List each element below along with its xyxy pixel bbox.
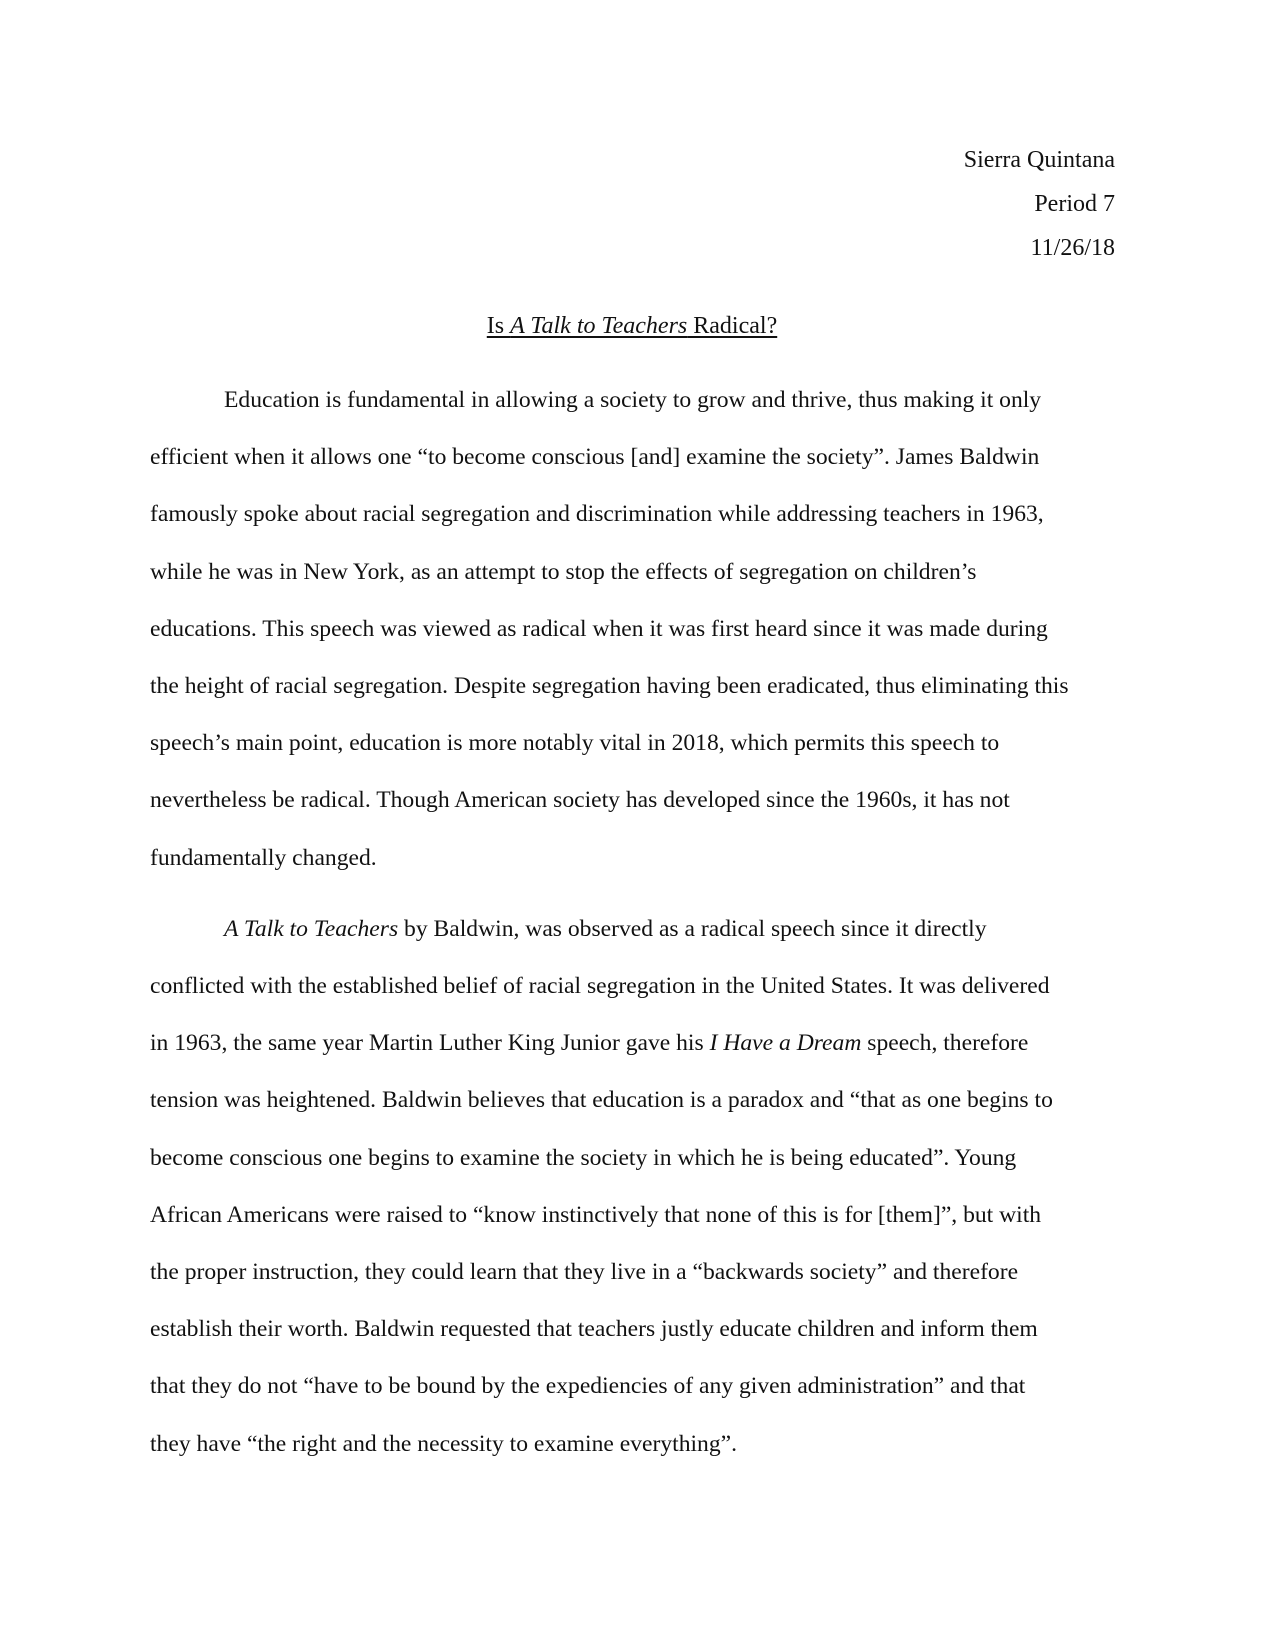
paragraph-line: famously spoke about racial segregation and discrimination while addressing teachers in 1963, (150, 501, 1044, 528)
italic-work-title: A Talk to Teachers (224, 915, 399, 942)
class-period: Period 7 (1034, 191, 1115, 217)
line-text: in 1963, the same year Martin Luther King Junior gave his (150, 1030, 710, 1057)
paragraph-2 (150, 901, 1112, 1473)
paragraph-line: the height of racial segregation. Despite segregation having been eradicated, thus eliminating this (150, 673, 1069, 700)
paragraph-line: efficient when it allows one “to become conscious [and] examine the society”. James Baldwin (150, 444, 1040, 471)
paragraph-line: that they do not “have to be bound by the expediencies of any given administration” and that (150, 1373, 1026, 1400)
essay-title (150, 304, 1114, 348)
author-name: Sierra Quintana (963, 147, 1115, 173)
paragraph-line: the proper instruction, they could learn that they live in a “backwards society” and therefore (150, 1259, 1019, 1286)
paragraph-1 (150, 372, 1112, 887)
paragraph-line: establish their worth. Baldwin requested that teachers justly educate children and inform them (150, 1316, 1038, 1343)
paragraph-line: become conscious one begins to examine the society in which he is being educated”. Young (150, 1144, 1017, 1171)
line-text: speech, therefore (861, 1030, 1029, 1057)
paragraph-line (150, 1015, 1112, 1072)
paragraph-line: educations. This speech was viewed as radical when it was first heard since it was made during (150, 615, 1048, 642)
paragraph-line: while he was in New York, as an attempt to stop the effects of segregation on children’s (150, 558, 977, 585)
line-text: by Baldwin, was observed as a radical speech since it directly (398, 915, 987, 942)
header-block (964, 138, 1115, 270)
paragraph-line: African Americans were raised to “know instinctively that none of this is for [them]”, but with (150, 1201, 1042, 1228)
paragraph-line: nevertheless be radical. Though American society has developed since the 1960s, it has not (150, 787, 1010, 814)
paragraph-line: conflicted with the established belief of racial segregation in the United States. It was delivered (150, 973, 1050, 1000)
essay-body (150, 372, 1112, 1487)
paragraph-line: speech’s main point, education is more notably vital in 2018, which permits this speech to (150, 730, 1000, 757)
paragraph-line: fundamentally changed. (150, 844, 377, 871)
title-italic-work: A Talk to Teachers (510, 313, 688, 339)
italic-speech-title: I Have a Dream (709, 1030, 862, 1057)
paragraph-line (150, 901, 1112, 958)
paragraph-line: Education is fundamental in allowing a society to grow and thrive, thus making it only (224, 387, 1042, 413)
paragraph-line: they have “the right and the necessity to examine everything”. (150, 1430, 738, 1457)
document-date: 11/26/18 (1030, 235, 1115, 261)
title-suffix: Radical? (687, 313, 778, 339)
title-prefix: Is (486, 313, 511, 339)
paragraph-line: tension was heightened. Baldwin believes that education is a paradox and “that as one begins to (150, 1087, 1053, 1114)
